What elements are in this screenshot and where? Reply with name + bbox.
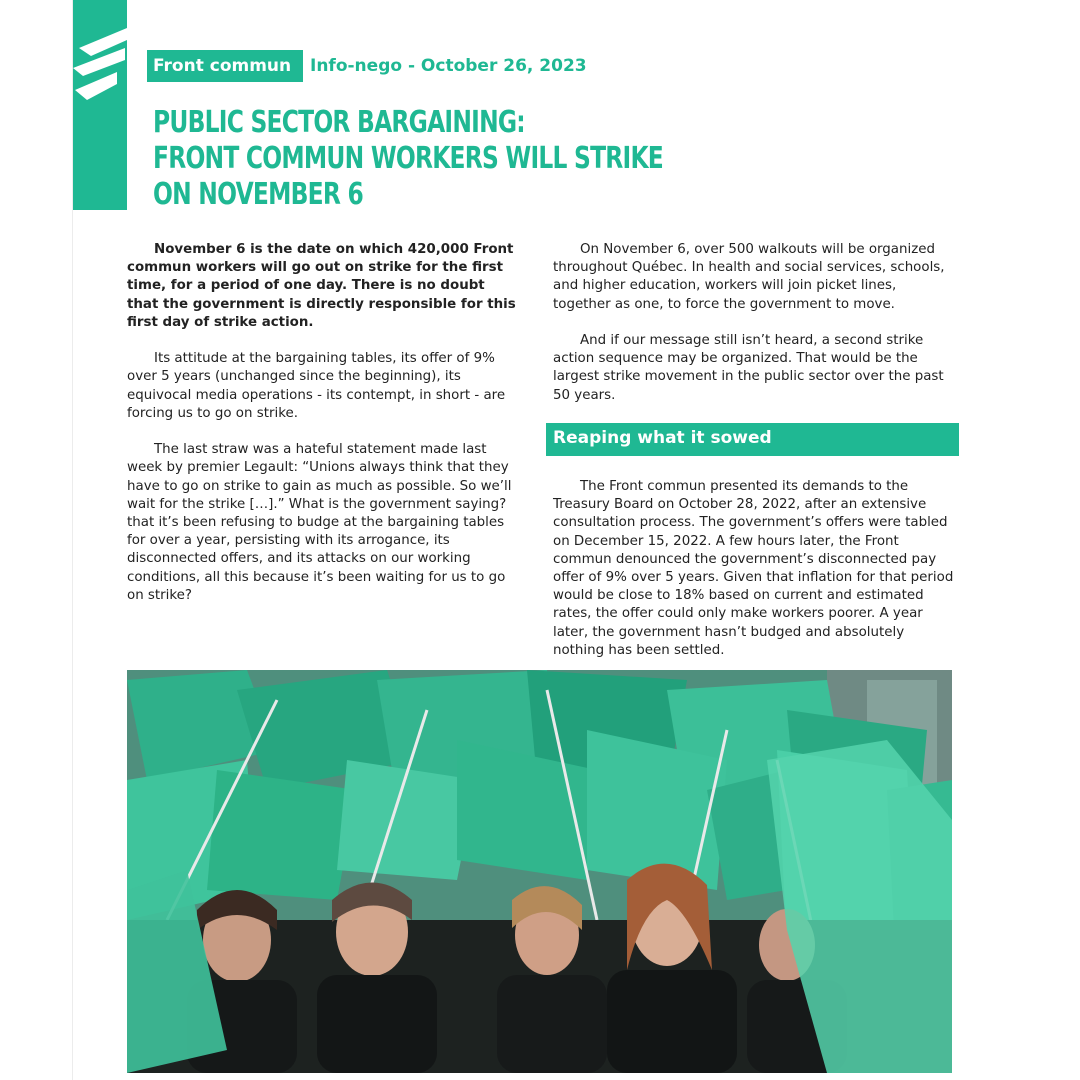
body-paragraph: Its attitude at the bargaining tables, its offer of 9% over 5 years (unchanged since the beginning), its equivocal media operations - its contempt, in short - are forcing us to go on strike. [127,351,506,421]
body-paragraph: And if our message still isn’t heard, a second strike action sequence may be organized. That would be the largest strike movement in the public sector over the past 50 years. [553,333,944,403]
section-subheading: Reaping what it sowed [546,423,959,456]
body-paragraph: On November 6, over 500 walkouts will be organized throughout Québec. In health and social services, schools, and higher education, workers will join picket lines, together as one, to force the government to move. [553,242,945,312]
title-line: FRONT COMMUN WORKERS WILL STRIKE [153,141,663,176]
rally-illustration [127,670,952,1073]
issue-date: Info-nego - October 26, 2023 [310,56,587,76]
logo-band [73,0,127,210]
front-commun-s-logo-icon [73,24,127,104]
strike-rally-photo [127,670,952,1073]
section-tag: Front commun [147,50,303,82]
title-line: ON NOVEMBER 6 [153,177,363,212]
page-title [153,105,663,213]
body-paragraph: The Front commun presented its demands to the Treasury Board on October 28, 2022, after an extensive consultation process. The government’s offers were tabled on December 15, 2022. A few hours later, the Front commun denounced the government’s disconnected pay offer of 9% over 5 years. Given that inflation for that period would be close to 18% based on current and estimated rates, the offer could only make workers poorer. A year later, the government hasn’t budged and absolutely nothing has been settled. [553,479,954,658]
title-line: PUBLIC SECTOR BARGAINING: [153,105,525,140]
left-column [127,241,519,623]
right-column [553,241,958,678]
body-paragraph: The last straw was a hateful statement made last week by premier Legault: “Unions always think that they have to go on strike to gain as much as possible. So we’ll wait for the strike […].” What is the government saying? that it’s been refusing to budge at the bargaining tables for over a year, persisting with its arrogance, its disconnected offers, and its attacks on our working conditions, all this because it’s been waiting for us to go on strike? [127,442,512,603]
lead-paragraph: November 6 is the date on which 420,000 Front commun workers will go out on strike for the first time, for a period of one day. There is no doubt that the government is directly responsible for this first day of strike action. [127,242,516,330]
